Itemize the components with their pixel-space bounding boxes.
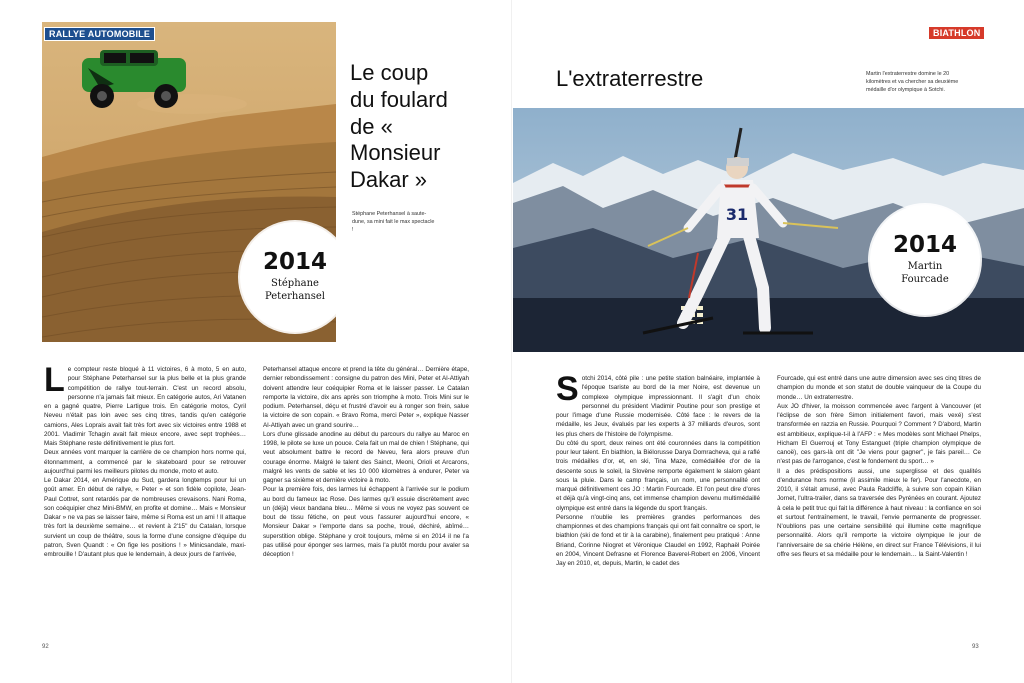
paragraph: Deux années vont marquer la carrière de ce champion hors norme qui, étonnamment, a commencé par le skateboard pour se retrouver aujourd'hui parmi les meilleurs pilotes du monde, moto et auto.: [44, 449, 246, 475]
badge-name: [265, 278, 325, 303]
headline-right: L'extraterrestre: [556, 66, 704, 91]
article-column-4: [777, 374, 981, 559]
headline-line: de « Monsieur: [350, 113, 441, 166]
year-badge-right: [870, 205, 980, 315]
article-column-1: [44, 361, 246, 559]
year-badge-left: [240, 222, 350, 332]
paragraph-text: otchi 2014, côté pile : une petite station balnéaire, implantée à l'époque tsariste au bord de la mer Noire, est devenue un complexe olympique impressionnant. Il s'agit d'un choix personnel du président Vladimir Poutine pour son prestige et pour l'image d'une Russie modernisée. Côté face : le revers de la médaille, les Jeux, évalués par les experts à 37 milliards d'euros, sont les plus chers de l'histoire de l'olympisme.: [556, 375, 760, 438]
dropcap: S: [556, 370, 579, 408]
badge-name-line: Peterhansel: [264, 290, 325, 302]
paragraph: Du côté du sport, deux reines ont été couronnées dans la compétition pour leur talent. En biathlon, la Biélorusse Darya Domracheva, qui a raflé trois médailles d'or, et, en ski, Tina Maze, comédaillée d'or de la descente sous le soleil, la Slovène remporte également le slalom géant sous la pluie. Dans le camp français, un nom, une personnalité ont marqué définitivement ces JO : Martin Fourcade. Et l'on peut dire d'ores et déjà qu'à vingt-cinq ans, cet immense champion devenu multimédaillé olympique est entré dans la légende du sport français.: [556, 439, 760, 512]
badge-year: 2014: [262, 249, 327, 275]
article-column-3: [556, 370, 760, 568]
paragraph: Personne n'oublie les premières grandes performances des championnes et des champions français qui ont fait connaître ce sport, le biathlon (ski de fond et tir à la carabine), finalement peu pratiqué : Anne Briand, Corinne Niogret et Véronique Claudel en 1992, Raphaël Poirée en 2004, Vincent Defrasne et Florence Baverel-Robert en 2006, Vincent Jay en 2010, et, depuis, Martin, le cadet des: [556, 513, 760, 567]
dropcap: L: [44, 361, 65, 399]
headline-line: Le coup: [350, 60, 429, 85]
article-column-2: [263, 365, 469, 559]
page-number-left: 92: [42, 644, 49, 650]
paragraph: Peterhansel attaque encore et prend la tête du général… Dernière étape, dernier rebondissement : consigne du patron des Mini, Peter et Al-Attiyah doivent attendre leur coéquipier Roma et le laisser passer. Le Catalan remporte la victoire, dix ans après son triomphe à moto. Trois Mini sur le podium. Peterhansel, déçu et frustré d'avoir eu à ronger son frein, salue la victoire de son copain. « Bravo Roma, merci Peter », explique Nasser Al-Attiyah avec un grand sourire…: [263, 366, 469, 429]
paragraph: [44, 361, 246, 448]
headline-line: Dakar »: [350, 167, 428, 193]
paragraph: Pour la première fois, des larmes lui échappent à l'arrivée sur le podium au bord du fameux lac Rose. Des larmes qu'il essuie discrètement avec un (déjà) vieux bandana bleu… Même si vous ne voyez pas souvent ce bout de tissu fétiche, on peut vous l'assurer aujourd'hui encore, « Monsieur Dakar » l'emporte dans sa poche, troué, déchiré, abîmé… superstition oblige. Stéphane y croit toujours, même si en 2014 il ne l'a pas utilisé pour éponger ses larmes, mais l'a plutôt mordu pour avaler sa déception !: [263, 486, 469, 558]
badge-name: [901, 261, 949, 286]
page-number-right: 93: [972, 644, 979, 650]
badge-name-line: Fourcade: [901, 273, 949, 285]
section-tag-biathlon: BIATHLON: [929, 27, 984, 39]
photo-caption-left: Stéphane Peterhansel à saute-dune, sa mini fait le max spectacle !: [352, 211, 435, 234]
section-tag-rallye: RALLYE AUTOMOBILE: [44, 27, 155, 41]
paragraph: Aux JO d'hiver, la moisson commencée avec l'argent à Vancouver (et l'éclipse de son frère Simon initialement favori, mais vexé) s'est transformée en razzia en Russie. Pourquoi ? Comment ? D'abord, Martin est ambitieux, explique-t-il à l'AFP : « Mes modèles sont Michael Phelps, Hicham El Guerrouj et Tony Estanguet (triple champion olympique de canoë), ces gars-là ont dit "Je viens pour gagner", je fais pareil… Ce n'est pas de l'arrogance, c'est le fondement du sport… »: [777, 402, 981, 466]
paragraph: Fourcade, qui est entré dans une autre dimension avec ses cinq titres de champion du monde et son statut de double vainqueur de la Coupe du monde… Un extraterrestre.: [777, 375, 981, 401]
paragraph: Le Dakar 2014, en Amérique du Sud, gardera longtemps pour lui un goût amer. En début de rallye, « Peter » et son fidèle copilote, Jean-Paul Cottret, sont retardés par de nombreuses crevaisons. Nani Roma, son coéquipier chez Mini-BMW, en profite et domine… Mais « Monsieur Dakar » ne va pas se laisser faire, même si Roma est un ami ! Il attaque très fort la deuxième semaine… et revient à 2'15'' du Catalan, lorsque survient un coup de théâtre, sous la forme d'une consigne d'équipe du patron, Sven Quandt : « On fige les positions ! » Minicsandale, maxi-embrouille ! D'autant plus que le lendemain, à deux jours de l'arrivée,: [44, 477, 246, 558]
paragraph: [556, 370, 760, 439]
headline-left: [350, 60, 480, 194]
bib-number: 31: [725, 205, 749, 224]
photo-caption-right: Martin l'extraterrestre domine le 20 kilomètres et va chercher sa deuxième médaille d'or olympique à Sotchi.: [866, 71, 959, 94]
badge-name-line: Martin: [907, 261, 943, 272]
spread-gutter: [511, 0, 512, 683]
badge-year: 2014: [892, 232, 957, 258]
paragraph: Lors d'une glissade anodine au début du parcours du rallye au Maroc en 1998, le pilote se luxe un pouce. Cela fait un mal de chien ! Stéphane, qui veut absolument battre le record de Neveu, fera alors preuve d'un courage énorme. Malgré le talent des Sainct, Meoni, Orioli et Arcarons, malgré les vents de sable et les 10 000 kilomètres à endurer, Peter va gagner sa sixième et dernière victoire à moto.: [263, 430, 469, 484]
badge-name-line: Stéphane: [271, 278, 319, 289]
paragraph: Il a des prédispositions aussi, une superglisse et des qualités d'endurance hors norme (il assimile mieux le fer). Pour l'anecdote, en 2010, il s'était amusé, avec Paula Radcliffe, à suivre son copain Kilian Jornet, l'ultra-trailer, dans sa traversée des Pyrénées en courant. Ajoutez à cela le petit truc qui fait la différence à haut niveau : la confiance en soi et surtout l'entraînement, le travail, l'envie permanente de progresser. N'oublions pas une certaine sensibilité qui illumine cette magnifique personnalité. Alors qu'il remporte la victoire olympique le jour de l'anniversaire de sa chérie Hélène, en direct sur France Télévisions, il lui offre ses fleurs et sa médaille pour le lendemain… la Saint-Valentin !: [777, 467, 981, 558]
paragraph-text: e compteur reste bloqué à 11 victoires, 6 à moto, 5 en auto, pour Stéphane Peterhansel sur la plus belle et la plus grande compétition de rallye tout-terrain. C'est un record absolu, personne n'a jamais fait mieux. En catégorie autos, Ari Vatanen en a gagné quatre, Pierre Lartigue trois. En catégorie motos, Cyril Neveu n'était pas loin avec ses cinq titres, tandis qu'en catégorie camions, Ales Loprais avait fait très fort avec six victoires entre 1988 et 2001. Vladimir Tchagin avait fait mieux encore, avec sept trophées… Mais Stéphane reste définitivement le plus fort.: [44, 366, 246, 447]
headline-line: du foulard: [350, 86, 448, 112]
